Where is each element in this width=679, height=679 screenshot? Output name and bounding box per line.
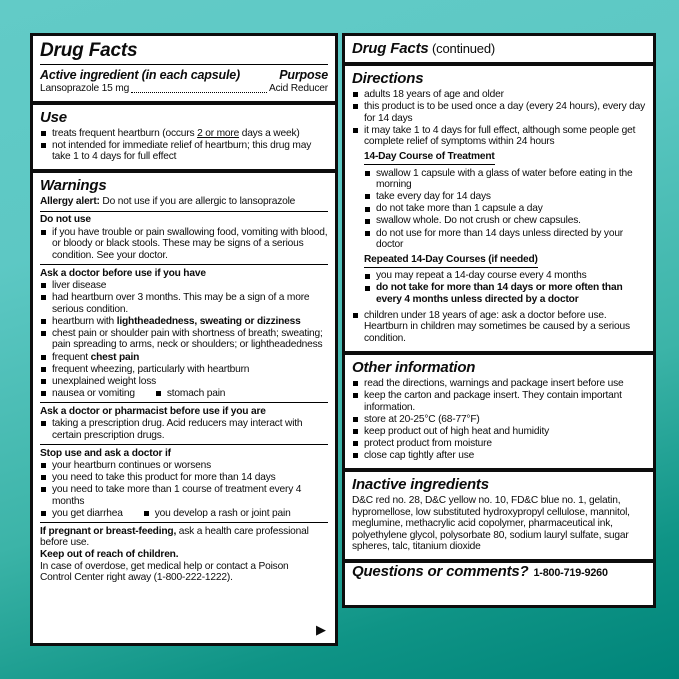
- dotted-leader: [131, 92, 267, 93]
- bullet-bold-text: chest pain: [90, 351, 140, 363]
- course-bullet: take every day for 14 days: [364, 191, 646, 203]
- pregnancy-overdose-block: [40, 522, 328, 583]
- children-under-18-bullet: children under 18 years of age: ask a doctor before use. Heartburn in children may sometimes be caused by a serious condition.: [352, 310, 646, 345]
- section-title-continued: [345, 36, 653, 62]
- section-directions: [345, 62, 653, 351]
- other-info-bullet: close cap tightly after use: [352, 450, 646, 462]
- section-divider: [40, 64, 328, 65]
- do-not-use-bullet: if you have trouble or pain swallowing food, vomiting with blood, or bloody or black stools. These may be signs of a serious condition. See your doctor.: [40, 227, 328, 262]
- drug-facts-title: Drug Facts: [40, 40, 138, 61]
- use-bullet-1-tail: days a week): [239, 127, 300, 139]
- course-bullet: do not take more than 1 capsule a day: [364, 203, 646, 215]
- stop-use-block: [40, 444, 328, 519]
- ask-doctor-bullet: liver disease: [40, 280, 328, 292]
- ask-doctor-bullet: unexplained weight loss: [40, 376, 328, 388]
- course-bullet: swallow 1 capsule with a glass of water before eating in the morning: [364, 168, 646, 191]
- course-of-treatment-block: [364, 148, 646, 305]
- ask-doctor-heading: Ask a doctor before use if you have: [40, 267, 206, 279]
- use-heading: Use: [40, 108, 67, 126]
- bullet-text: nausea or vomiting: [52, 387, 135, 399]
- drug-facts-continued-title: Drug Facts: [352, 40, 429, 57]
- ask-doctor-bullet: chest pain or shoulder pain with shortness of breath; sweating; pain spreading to arms, neck or shoulders; or lightheadedness: [40, 328, 328, 351]
- section-inactive-ingredients: [345, 468, 653, 559]
- drug-facts-panel-left: [30, 33, 338, 646]
- stop-use-bullet: your heartburn continues or worsens: [40, 460, 328, 472]
- bullet-text: you get diarrhea: [52, 507, 123, 519]
- ask-doctor-bullet: frequent wheezing, particularly with heartburn: [40, 364, 328, 376]
- ingredient-name: Lansoprazole 15 mg: [40, 83, 130, 94]
- allergy-alert-text: Do not use if you are allergic to lansoprazole: [99, 196, 296, 208]
- ask-doctor-bullet: had heartburn over 3 months. This may be a sign of a more serious condition.: [40, 292, 328, 315]
- drug-facts-panel-right: [342, 33, 656, 608]
- section-questions: [345, 559, 653, 585]
- ingredient-purpose: Acid Reducer: [269, 83, 328, 94]
- continued-arrow-icon: ▶: [316, 622, 326, 637]
- directions-bullet: it may take 1 to 4 days for full effect, although some people get complete relief of symptoms within 24 hours: [352, 125, 646, 148]
- ask-doctor-block: [40, 264, 328, 399]
- stop-use-bullet: [143, 508, 291, 520]
- other-info-bullet: read the directions, warnings and package insert before use: [352, 378, 646, 390]
- ask-doctor-bullet: [40, 316, 328, 328]
- section-other-information: [345, 351, 653, 468]
- bullet-text: stomach pain: [166, 387, 226, 399]
- repeated-courses-heading: Repeated 14-Day Courses (if needed): [364, 254, 538, 268]
- section-use: [33, 101, 335, 170]
- repeated-courses-bullet-bold: do not take for more than 14 days or more often than every 4 months unless directed by a doctor: [364, 282, 646, 305]
- other-information-heading: Other information: [352, 358, 476, 376]
- use-bullet-1: [40, 128, 328, 140]
- ask-pharmacist-heading: Ask a doctor or pharmacist before use if you are: [40, 405, 266, 417]
- do-not-use-block: [40, 211, 328, 261]
- use-bullet-1-text: treats frequent heartburn (occurs: [52, 127, 198, 139]
- ask-pharmacist-block: [40, 402, 328, 441]
- stop-use-bullet: you need to take this product for more than 14 days: [40, 472, 328, 484]
- repeated-courses-bullet: you may repeat a 14-day course every 4 months: [364, 270, 646, 282]
- other-info-bullet: protect product from moisture: [352, 438, 646, 450]
- section-warnings: [33, 169, 335, 589]
- course-bullet: do not use for more than 14 days unless directed by your doctor: [364, 228, 646, 251]
- directions-heading: Directions: [352, 70, 424, 87]
- bullet-text: heartburn with: [52, 315, 117, 327]
- inactive-ingredients-heading: Inactive ingredients: [352, 476, 489, 494]
- bullet-text: frequent: [52, 351, 91, 363]
- ask-doctor-bullet: [40, 352, 328, 364]
- course-of-treatment-heading: 14-Day Course of Treatment: [364, 151, 495, 165]
- questions-heading: Questions or comments?: [352, 563, 529, 580]
- course-bullet: swallow whole. Do not crush or chew capsules.: [364, 215, 646, 227]
- section-title-active-ingredient: [33, 36, 335, 101]
- keep-out-of-reach-bold-text: Keep out of reach of children.: [40, 548, 179, 560]
- inactive-ingredients-text: D&C red no. 28, D&C yellow no. 10, FD&C blue no. 1, gelatin, hypromellose, low substituted hydroxypropyl cellulose, mannitol, meglumine, methacrylic acid copolymer, pharmaceutical ink, polyethylene glycol, polysorbate 80, sodium lauryl sulfate, sugar spheres, talc, titanium dioxide: [352, 495, 630, 553]
- ask-pharmacist-bullet: taking a prescription drug. Acid reducers may interact with certain prescription drugs.: [40, 418, 328, 441]
- use-bullet-2: not intended for immediate relief of heartburn; this drug may take 1 to 4 days for full effect: [40, 140, 328, 163]
- active-ingredient-header-row: [40, 68, 328, 83]
- allergy-alert-label: Allergy alert:: [40, 196, 100, 208]
- stop-use-heading: Stop use and ask a doctor if: [40, 447, 171, 459]
- bullet-text: you develop a rash or joint pain: [154, 507, 291, 519]
- keep-out-of-reach-line: [40, 549, 328, 561]
- directions-bullet: adults 18 years of age and older: [352, 89, 646, 101]
- ask-doctor-bullet: [155, 388, 225, 400]
- warnings-heading: Warnings: [40, 177, 107, 195]
- ask-doctor-bullet-pair: [40, 388, 328, 400]
- purpose-heading: Purpose: [279, 68, 328, 82]
- directions-bullet: this product is to be used once a day (every 24 hours), every day for 14 days: [352, 101, 646, 124]
- allergy-alert: [40, 196, 328, 208]
- use-bullet-1-underlined: 2 or more: [197, 127, 240, 139]
- continued-suffix: (continued): [428, 41, 496, 56]
- overdose-line: In case of overdose, get medical help or contact a Poison Control Center right away (1-800-222-1222).: [40, 560, 289, 584]
- stop-use-bullet: you need to take more than 1 course of treatment every 4 months: [40, 484, 328, 507]
- do-not-use-heading: Do not use: [40, 214, 91, 226]
- pregnant-text: ask a health care professional before use.: [40, 525, 309, 549]
- other-info-bullet: keep the carton and package insert. They contain important information.: [352, 390, 646, 413]
- active-ingredient-heading: Active ingredient (in each capsule): [40, 68, 241, 82]
- questions-phone-number: 1-800-719-9260: [533, 567, 608, 579]
- other-info-bullet: store at 20-25°C (68-77°F): [352, 414, 646, 426]
- ingredient-row: [40, 83, 328, 95]
- pregnant-bold-text: If pregnant or breast-feeding,: [40, 525, 177, 537]
- bullet-bold-text: lightheadedness, sweating or dizziness: [116, 315, 301, 327]
- stop-use-bullet-pair: [40, 508, 328, 520]
- pregnant-line: [40, 526, 328, 549]
- other-info-bullet: keep product out of high heat and humidity: [352, 426, 646, 438]
